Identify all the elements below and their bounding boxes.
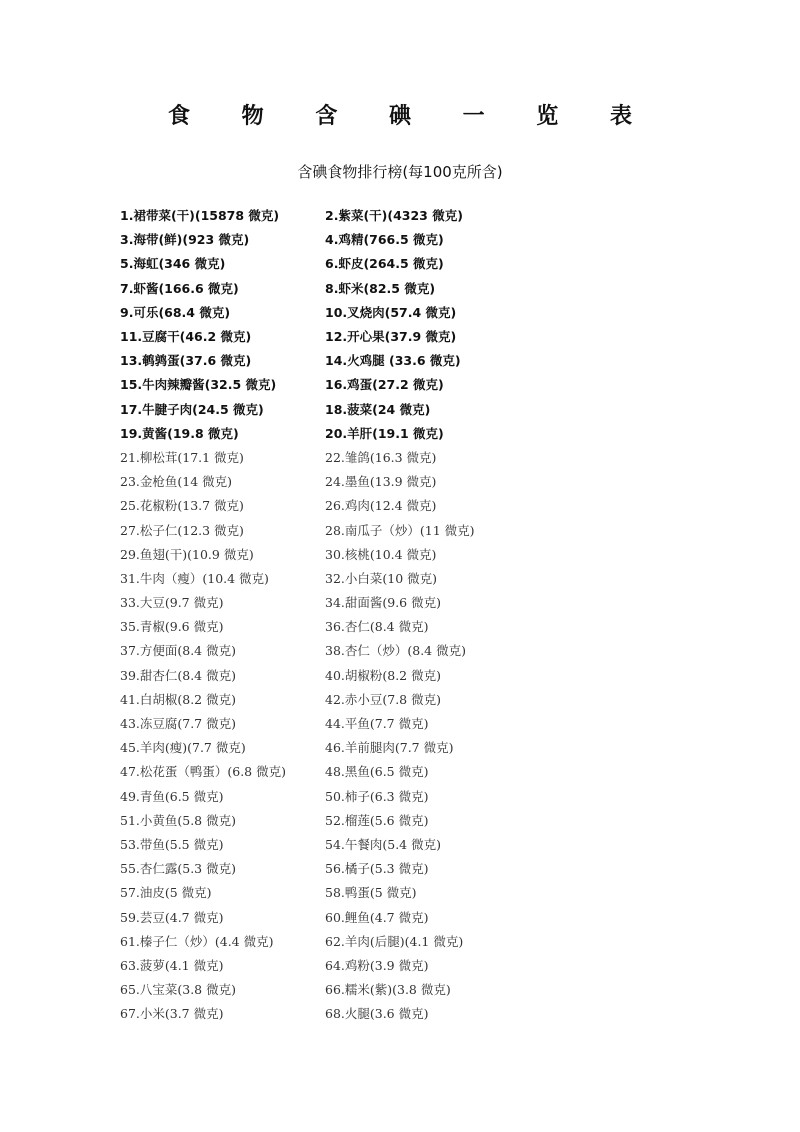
- ranking-row: [120, 325, 740, 349]
- ranking-row: [120, 422, 740, 446]
- ranking-item: 65.八宝菜(3.8 微克): [120, 982, 236, 998]
- ranking-item: 19.黄酱(19.8 微克): [120, 425, 239, 441]
- ranking-item: 9.可乐(68.4 微克): [120, 304, 231, 320]
- ranking-item: 3.海带(鲜)(923 微克): [120, 232, 250, 248]
- ranking-item: 41.白胡椒(8.2 微克): [120, 691, 236, 707]
- ranking-row: [120, 639, 740, 663]
- ranking-item: 4.鸡精(766.5 微克): [325, 232, 444, 248]
- ranking-item: 18.菠菜(24 微克): [325, 401, 431, 417]
- ranking-item: 33.大豆(9.7 微克): [120, 595, 224, 611]
- ranking-item: 20.羊肝(19.1 微克): [325, 425, 444, 441]
- ranking-row: [120, 543, 740, 567]
- ranking-item: 21.柳松茸(17.1 微克): [120, 449, 244, 465]
- ranking-item: 10.叉烧肉(57.4 微克): [325, 304, 457, 320]
- page-title: 食 物 含 碘 一 览 表: [168, 104, 654, 129]
- ranking-row: [120, 373, 740, 397]
- ranking-row: [120, 664, 740, 688]
- ranking-item: 16.鸡蛋(27.2 微克): [325, 377, 444, 393]
- ranking-item: 43.冻豆腐(7.7 微克): [120, 716, 236, 732]
- ranking-row: [120, 615, 740, 639]
- ranking-row: [120, 833, 740, 857]
- ranking-row: [120, 857, 740, 881]
- ranking-row: [120, 277, 740, 301]
- ranking-item: 67.小米(3.7 微克): [120, 1006, 224, 1022]
- ranking-item: 7.虾酱(166.6 微克): [120, 280, 239, 296]
- ranking-item: 32.小白菜(10 微克): [325, 570, 438, 586]
- ranking-row: [120, 760, 740, 784]
- ranking-item: 29.鱼翅(干)(10.9 微克): [120, 546, 254, 562]
- ranking-row: [120, 978, 740, 1002]
- ranking-item: 45.羊肉(瘦)(7.7 微克): [120, 740, 246, 756]
- ranking-item: 31.牛肉（瘦）(10.4 微克): [120, 570, 269, 586]
- ranking-row: [120, 518, 740, 542]
- ranking-item: 17.牛腱子肉(24.5 微克): [120, 401, 264, 417]
- ranking-item: 6.虾皮(264.5 微克): [325, 256, 444, 272]
- ranking-row: [120, 494, 740, 518]
- ranking-row: [120, 446, 740, 470]
- ranking-item: 37.方便面(8.4 微克): [120, 643, 236, 659]
- ranking-item: 12.开心果(37.9 微克): [325, 329, 457, 345]
- ranking-item: 66.糯米(紫)(3.8 微克): [325, 982, 451, 998]
- ranking-row: [120, 470, 740, 494]
- ranking-item: 68.火腿(3.6 微克): [325, 1006, 429, 1022]
- ranking-row: [120, 1002, 740, 1026]
- ranking-item: 47.松花蛋（鸭蛋）(6.8 微克): [120, 764, 286, 780]
- ranking-item: 15.牛肉辣瓣酱(32.5 微克): [120, 377, 277, 393]
- ranking-item: 23.金枪鱼(14 微克): [120, 474, 233, 490]
- ranking-item: 44.平鱼(7.7 微克): [325, 716, 429, 732]
- ranking-row: [120, 736, 740, 760]
- ranking-item: 59.芸豆(4.7 微克): [120, 909, 224, 925]
- ranking-item: 55.杏仁露(5.3 微克): [120, 861, 236, 877]
- ranking-item: 2.紫菜(干)(4323 微克): [325, 208, 463, 224]
- ranking-item: 53.带鱼(5.5 微克): [120, 836, 224, 852]
- ranking-item: 40.胡椒粉(8.2 微克): [325, 667, 441, 683]
- ranking-item: 50.柿子(6.3 微克): [325, 788, 429, 804]
- ranking-item: 22.雏鸽(16.3 微克): [325, 449, 437, 465]
- iodine-ranking-list: [120, 204, 740, 1026]
- ranking-row: [120, 712, 740, 736]
- ranking-item: 13.鹌鹑蛋(37.6 微克): [120, 353, 252, 369]
- ranking-item: 38.杏仁（炒）(8.4 微克): [325, 643, 466, 659]
- ranking-row: [120, 301, 740, 325]
- ranking-item: 34.甜面酱(9.6 微克): [325, 595, 441, 611]
- ranking-item: 61.榛子仁（炒）(4.4 微克): [120, 933, 274, 949]
- ranking-item: 52.榴莲(5.6 微克): [325, 812, 429, 828]
- ranking-row: [120, 785, 740, 809]
- ranking-item: 39.甜杏仁(8.4 微克): [120, 667, 236, 683]
- ranking-item: 25.花椒粉(13.7 微克): [120, 498, 244, 514]
- ranking-item: 62.羊肉(后腿)(4.1 微克): [325, 933, 464, 949]
- ranking-item: 5.海虹(346 微克): [120, 256, 226, 272]
- ranking-item: 42.赤小豆(7.8 微克): [325, 691, 441, 707]
- ranking-item: 26.鸡肉(12.4 微克): [325, 498, 437, 514]
- ranking-row: [120, 349, 740, 373]
- ranking-row: [120, 204, 740, 228]
- ranking-item: 36.杏仁(8.4 微克): [325, 619, 429, 635]
- ranking-item: 60.鲤鱼(4.7 微克): [325, 909, 429, 925]
- ranking-item: 14.火鸡腿 (33.6 微克): [325, 353, 461, 369]
- ranking-item: 11.豆腐干(46.2 微克): [120, 329, 252, 345]
- ranking-item: 49.青鱼(6.5 微克): [120, 788, 224, 804]
- ranking-item: 64.鸡粉(3.9 微克): [325, 957, 429, 973]
- ranking-item: 63.菠萝(4.1 微克): [120, 957, 224, 973]
- page-subtitle: 含碘食物排行榜(每100克所含): [297, 163, 503, 181]
- ranking-item: 56.橘子(5.3 微克): [325, 861, 429, 877]
- ranking-row: [120, 930, 740, 954]
- ranking-item: 54.午餐肉(5.4 微克): [325, 836, 441, 852]
- ranking-item: 1.裙带菜(干)(15878 微克): [120, 208, 280, 224]
- ranking-item: 24.墨鱼(13.9 微克): [325, 474, 437, 490]
- ranking-row: [120, 591, 740, 615]
- ranking-row: [120, 905, 740, 929]
- ranking-item: 8.虾米(82.5 微克): [325, 280, 436, 296]
- ranking-item: 35.青椒(9.6 微克): [120, 619, 224, 635]
- ranking-row: [120, 228, 740, 252]
- ranking-item: 48.黑鱼(6.5 微克): [325, 764, 429, 780]
- ranking-row: [120, 398, 740, 422]
- ranking-item: 57.油皮(5 微克): [120, 885, 212, 901]
- ranking-row: [120, 252, 740, 276]
- ranking-item: 46.羊前腿肉(7.7 微克): [325, 740, 454, 756]
- ranking-row: [120, 688, 740, 712]
- ranking-item: 27.松子仁(12.3 微克): [120, 522, 244, 538]
- ranking-row: [120, 567, 740, 591]
- ranking-item: 51.小黄鱼(5.8 微克): [120, 812, 236, 828]
- ranking-item: 28.南瓜子（炒）(11 微克): [325, 522, 475, 538]
- ranking-item: 58.鸭蛋(5 微克): [325, 885, 417, 901]
- ranking-row: [120, 881, 740, 905]
- ranking-item: 30.核桃(10.4 微克): [325, 546, 437, 562]
- ranking-row: [120, 954, 740, 978]
- ranking-row: [120, 809, 740, 833]
